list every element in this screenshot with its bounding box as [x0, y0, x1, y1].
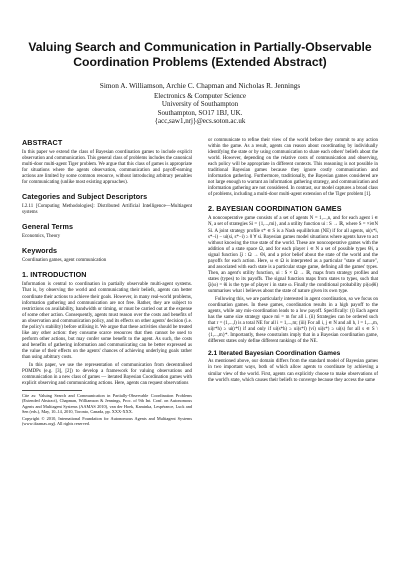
iterated-games-paragraph-1: As mentioned above, our domain differs from the standard model of Bayesian games in two important ways, both of which allow agents to coordinate by achieving a similar view of the world. First, agents can explicitly choose to make observations of the world's state, which causes their beliefs to converge because they access the same — [208, 359, 378, 383]
author-emails: {acc,saw1,nrj}@ecs.soton.ac.uk — [154, 117, 246, 126]
introduction-paragraph-1: Information is central to coordination in partially observable multi-agent systems. That is, by observing the world and communicating their beliefs, agents can better coordinate their actions to achieve their goals. However, in many real-world problems, information gathering and communication are not free. Rather, they are subject to restrictions on availability, bandwidth or timing, or must be carried out at the expense of some other action. Consequently, agents must reason over the costs and benefits of an observation and communication policy, and its effects on other agents' decision (i.e. the policy's stability) before utilising it. We argue that these activities should be treated like any other action: they consume scarce resources that then cannot be used to perform other actions, but may confer some benefit to the agent. As such, the costs and benefits of gathering information and communicating can be better expressed as the value of their effects on the agents' chances of achieving underlying goals rather than using arbitrary costs. — [22, 282, 192, 360]
bayesian-games-paragraph-1: A noncooperative game consists of a set of agents N = 1,...,n, and for each agent i ∈ N, a set of strategies Si = {1,...,mi}, and a utility function ui : S → ℝ, where S = ×i∈N Si. A joint strategy profile s* ∈ S is a Nash equilibrium (NE) if for all agents, ui(s*i, s*−i) − ui(si, s*−i) ≥ 0 ∀ si. Bayesian games model situations where agents have to act without knowing the true state of the world. These are noncooperative games with the addition of a state space Ω, and for each player i ∈ N a set of possible types Θi, a signal function ξi : Ω → Θi, and a prior belief about the state of the world and the payoffs for each action. Here, ω ∈ Ω is interpreted as a particular "state of nature", and associated with each state is a particular stage game, defining all the games' types. Then, an agent's utility function, ui : S × Ω → ℝ, maps from strategy profiles and states (types) to its payoffs. The signal function maps from states to types, such that ξi(ω) = θi is the type of player i in state ω. Finally the conditional probability pi(ω|θi) summarises what i believes about the state of nature given its own type. — [208, 216, 378, 294]
author-block — [22, 82, 378, 126]
iterated-games-heading: 2.1 Iterated Bayesian Coordination Games — [208, 350, 341, 358]
right-continuation-paragraph: or communicate to refine their view of the world before they commit to any action within the game. As a result, agents can reason about coordinating by individually identifying the state or by using communication to share each others' beliefs about the world. However, depending on the relative costs of communication and observing, each policy will be appropriate in different contexts. This reasoning is not possible in traditional Bayesian games because they ignore costly communication and information gathering. Furthermore, traditionally, the Bayesian games considered are not large enough to warrant an information gathering strategy, and communication and information gathering are not considered. In contrast, our model captures a broad class of problems, including a multi-door multi-agent extension of the Tiger problem [1]. — [208, 137, 378, 198]
introduction-paragraph-2: In this paper, we use the representation of communication from decentralised POMDPs (e.g. [3], [2]) to develop a framework for valuing observations and communication in a new class of games — iterated Bayesian Coordination games with explicit observing and communicating actions. Here, agents can request observations — [22, 363, 192, 387]
affiliation-line-3: Southampton, SO17 1BJ, UK. — [157, 108, 243, 117]
two-column-body — [22, 138, 378, 428]
paper-title: Valuing Search and Communication in Partially-Observable Coordination Problems (Extended Abstract) — [28, 40, 372, 69]
general-terms-text: Economics, Theory — [22, 234, 61, 240]
categories-heading: Categories and Subject Descriptors — [22, 192, 148, 202]
affiliation-line-2: University of Southampton — [161, 100, 239, 109]
keywords-text: Coordination games, agent communication — [22, 258, 107, 264]
right-column — [208, 138, 378, 428]
introduction-heading: 1. INTRODUCTION — [22, 270, 87, 280]
categories-text: I.2.11 [Computing Methodologies]: Distributed Artificial Intelligence—Multiagent systems — [22, 204, 192, 216]
bayesian-games-heading: 2. BAYESIAN COORDINATION GAMES — [208, 204, 342, 214]
bayesian-games-paragraph-2: Following this, we are particularly interested in agent coordination, so we focus on coordination games. In these games, coordination results in a high payoff to the agents, while any mis-coordination leads to a low payoff. Specifically: (i) Each agent has the same size strategy space mi = m for all i. (ii) Strategies can be ordered such that r = (1,...,l) is a total NE for all i = 1,...,m; (iii) For all i, j ∈ N and all h, l = 1,...,m, ui(r*h) ≥ ui(r*l) if and only if ui(s*h) ≥ ui(s*l) (vi) ui(s*) ≥ ui(s) for all s ∈ S \ {1,...,m}*. Importantly, these constraints imply that in a Bayesian coordination game, different states only define different rankings of the NE. — [208, 297, 378, 345]
abstract-heading: ABSTRACT — [22, 137, 63, 147]
copyright-note: Copyright © 2010, International Foundation for Autonomous Agents and Multiagent Systems (www.ifaamas.org). All rights reserved. — [22, 416, 192, 427]
left-column — [22, 138, 192, 428]
cite-as-note: Cite as: Valuing Search and Communication in Partially-Observable Coordination Problems (Extended Abstract), Chapman, Williamson & Jennings, Proc. of 9th Int. Conf. on Autonomous Agents and Multiagent Systems (AAMAS 2010), van der Hoek, Kaminka, Lespérance, Luck and Sen (eds.), May, 10–14, 2010, Toronto, Canada, pp. XXX-XXX. — [22, 393, 192, 414]
keywords-heading: Keywords — [22, 246, 58, 256]
abstract-text: In this paper we extend the class of Bayesian coordination games to include explicit observation and communication. This general class of problems includes the canonical multi-door multi-agent Tiger problem. We argue that this class of games is appropriate for situations where the agents observation, communication and payoff-earning actions are limited by some common resource, without introducing arbitrary penalties for communicating (unlike most existing approaches). — [22, 149, 192, 186]
author-names: Simon A. Williamson, Archie C. Chapman and Nicholas R. Jennings — [99, 81, 301, 90]
affiliation-line-1: Electronics & Computer Science — [154, 91, 246, 100]
general-terms-heading: General Terms — [22, 222, 74, 232]
footnote-rule — [22, 390, 82, 391]
